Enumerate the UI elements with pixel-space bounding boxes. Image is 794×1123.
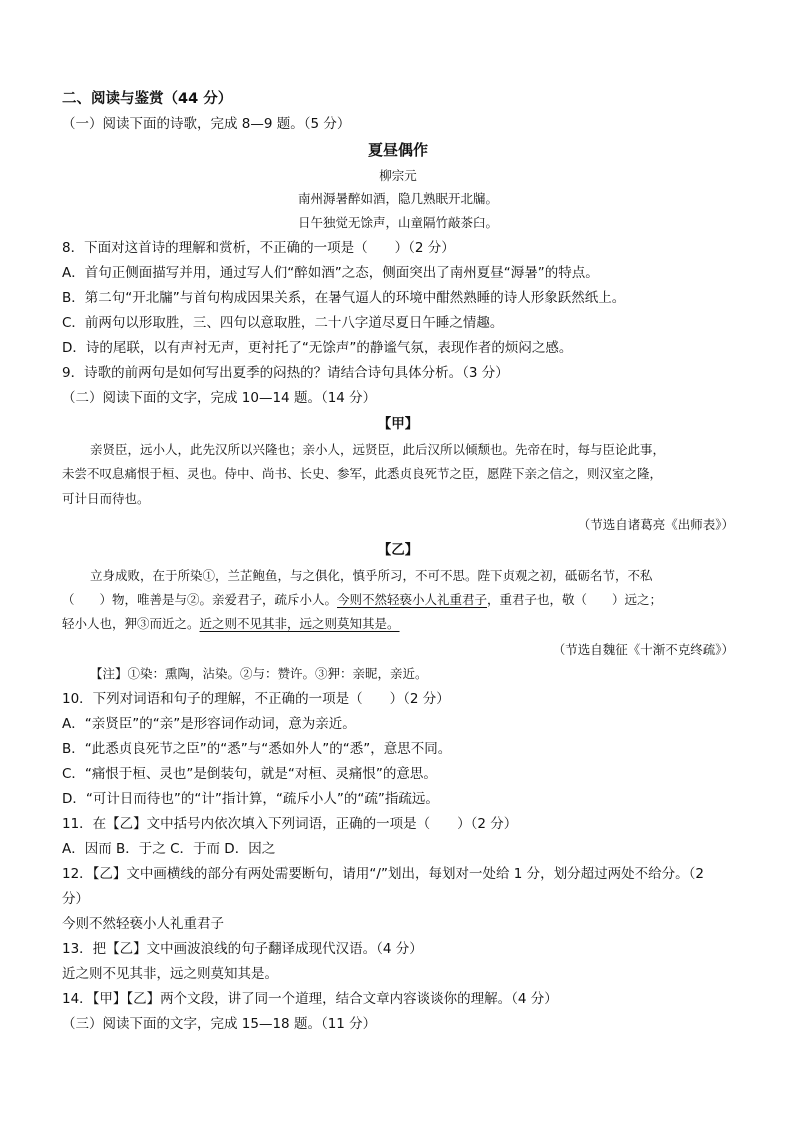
yi-line-2-end: ，重君子也，敬（ ）远之； [487,592,663,607]
q8-option-a: A．首句正侧面描写并用，通过写人们“醉如酒”之态，侧面突出了南州夏昼“溽暑”的特点。 [62,265,599,281]
yi-underlined-phrase: 今则不然轻亵小人礼重君子 [337,592,488,607]
section-title: 二、阅读与鉴赏（44 分） [62,91,233,107]
q13-stem: 13．把【乙】文中画波浪线的句子翻译成现代汉语。（4 分） [62,941,423,957]
poem-author: 柳宗元 [379,168,417,183]
q8-option-d: D．诗的尾联，以有声衬无声，更衬托了“无馀声”的静谧气氛，表现作者的烦闷之感。 [62,340,573,356]
q10-option-b: B．“此悉贞良死节之臣”的“悉”与“悉如外人”的“悉”，意思不同。 [62,741,452,757]
q10-option-c: C．“痛恨于桓、灵也”是倒装句，就是“对桓、灵痛恨”的意思。 [62,766,437,782]
q10-option-d: D．“可计日而待也”的“计”指计算，“疏斥小人”的“疏”指疏远。 [62,791,439,807]
q10-stem: 10．下列对词语和句子的理解，不正确的一项是（ ）（2 分） [62,691,450,707]
q8-option-b: B．第二句“开北牖”与首句构成因果关系，在暑气逼人的环境中酣然熟睡的诗人形象跃然纸上。 [62,290,626,306]
q11-options: A．因而 B．于之 C．于而 D．因之 [62,841,276,857]
jia-source: （节选自诸葛亮《出师表》） [577,517,734,532]
yi-note: 【注】①染：熏陶，沾染。②与：赞许。③狎：亲昵，亲近。 [90,666,428,681]
poem-title: 夏昼偶作 [367,141,428,159]
q12-stem-line-1: 12．【乙】文中画横线的部分有两处需要断句，请用“/”划出，每划对一处给 1 分，划分超过两处不给分。（2 [62,866,704,882]
q9-stem: 9．诗歌的前两句是如何写出夏季的闷热的？请结合诗句具体分析。（3 分） [62,365,509,381]
q12-sentence: 今则不然轻亵小人礼重君子 [62,916,224,932]
yi-line-3-start: 轻小人也，狎③而近之。 [62,616,200,631]
part3-intro: （三）阅读下面的文字，完成 15—18 题。（11 分） [62,1016,377,1032]
q12-stem-line-2: 分） [62,891,89,907]
jia-paragraph-line-1: 亲贤臣，远小人，此先汉所以兴隆也；亲小人，远贤臣，此后汉所以倾颓也。先帝在时，每与臣论此事， [90,442,666,457]
yi-source: （节选自魏征《十渐不克终疏》） [552,642,734,657]
part1-intro: （一）阅读下面的诗歌，完成 8—9 题。（5 分） [62,116,351,132]
jia-title: 【甲】 [377,416,419,432]
yi-paragraph-line-1: 立身成败，在于所染①，兰芷鲍鱼，与之俱化，慎乎所习，不可不思。陛下贞观之初，砥砺名节，不私 [90,568,653,583]
jia-paragraph-line-2: 未尝不叹息痛恨于桓、灵也。侍中、尚书、长史、参军，此悉贞良死节之臣，愿陛下亲之信之，则汉室之隆， [62,466,663,481]
yi-line-2-start: （ ）物，唯善是与②。亲爱君子，疏斥小人。 [62,592,338,607]
yi-wavy-sentence: 近之则不见其非，远之则莫知其是。 [199,616,400,631]
part2-intro: （二）阅读下面的文字，完成 10—14 题。（14 分） [62,390,377,406]
q10-option-a: A．“亲贤臣”的“亲”是形容词作动词，意为亲近。 [62,716,356,732]
poem-line-2: 日午独觉无馀声，山童隔竹敲茶臼。 [297,215,498,230]
q8-option-c: C．前两句以形取胜，三、四句以意取胜，二十八字道尽夏日午睡之情趣。 [62,315,504,331]
q14-stem: 14．【甲】【乙】两个文段，讲了同一个道理，结合文章内容谈谈你的理解。（4 分） [62,991,558,1007]
yi-title: 【乙】 [377,542,419,558]
q11-stem: 11．在【乙】文中括号内依次填入下列词语，正确的一项是（ ）（2 分） [62,816,518,832]
yi-paragraph-line-3 [62,614,400,634]
q8-stem: 8．下面对这首诗的理解和赏析，不正确的一项是（ ）（2 分） [62,240,455,256]
poem-line-1: 南州溽暑醉如酒，隐几熟眠开北牖。 [297,191,498,206]
yi-paragraph-line-2 [62,590,662,610]
jia-paragraph-line-3: 可计日而待也。 [62,491,150,506]
q13-sentence: 近之则不见其非，远之则莫知其是。 [62,966,278,982]
